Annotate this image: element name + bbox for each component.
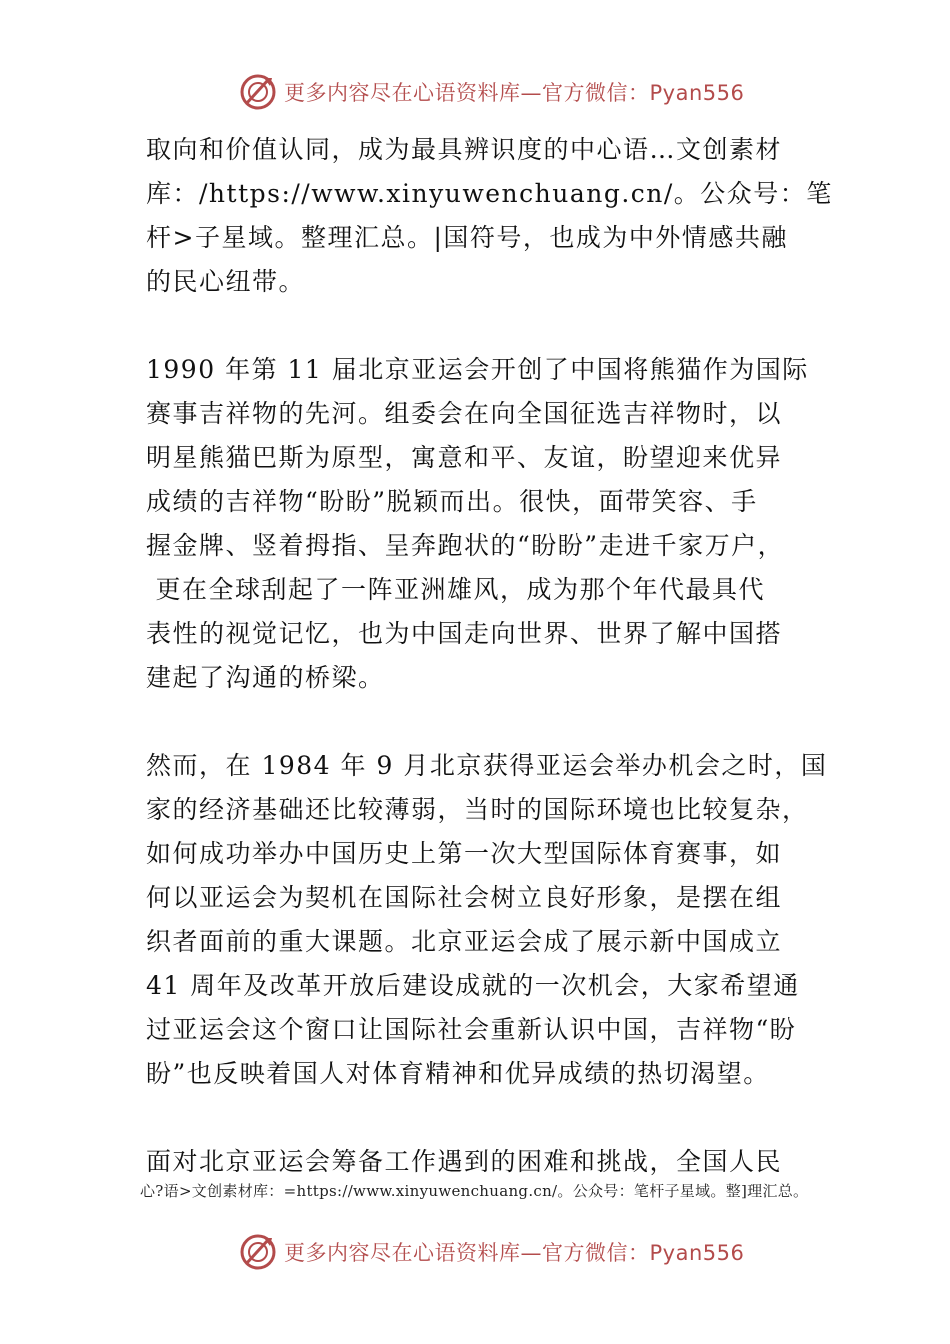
text-line: 然而，在 1984 年 9 月北京获得亚运会举办机会之时，国 (146, 751, 828, 780)
logo-icon (238, 72, 278, 112)
text-line: 握金牌、竖着拇指、呈奔跑状的“盼盼”走进千家万户， (146, 531, 785, 560)
paragraph-2 (146, 348, 826, 700)
text-line: 织者面前的重大课题。北京亚运会成了展示新中国成立 (146, 927, 783, 956)
text-line: 杆>子星域。整理汇总。|国符号，也成为中外情感共融 (146, 223, 788, 252)
text-line: 成绩的吉祥物“盼盼”脱颖而出。很快，面带笑容、手 (146, 487, 758, 516)
paragraph-1 (146, 128, 833, 304)
paragraph-4-line: 面对北京亚运会筹备工作遇到的困难和挑战，全国人民 (146, 1147, 783, 1176)
text-line: 过亚运会这个窗口让国际社会重新认识中国，吉祥物“盼 (146, 1015, 797, 1044)
text-line: 建起了沟通的桥梁。 (146, 663, 385, 692)
text-line: 表性的视觉记忆，也为中国走向世界、世界了解中国搭 (146, 619, 783, 648)
text-line: 盼”也反映着国人对体育精神和优异成绩的热切渴望。 (146, 1059, 770, 1088)
footer-banner-text: 更多内容尽在心语资料库—官方微信：Pyan556 (284, 1241, 745, 1265)
text-line: 赛事吉祥物的先河。组委会在向全国征选吉祥物时，以 (146, 399, 783, 428)
text-line: 库：/https://www.xinyuwenchuang.cn/。公众号：笔 (146, 179, 833, 208)
logo-icon (238, 1232, 278, 1272)
paragraph-3 (146, 744, 826, 1096)
footer-banner (238, 1230, 744, 1274)
text-line: 1990 年第 11 届北京亚运会开创了中国将熊猫作为国际 (146, 355, 809, 384)
text-line: 41 周年及改革开放后建设成就的一次机会，大家希望通 (146, 971, 800, 1000)
text-line: 家的经济基础还比较薄弱，当时的国际环境也比较复杂， (146, 795, 809, 824)
watermark-text: 心?语>文创素材库：=https://www.xinyuwenchuang.cn/。公众号：笔杆子星域。整]理汇总。 (140, 1182, 809, 1200)
header-banner-text: 更多内容尽在心语资料库—官方微信：Pyan556 (284, 81, 745, 105)
header-banner (238, 70, 744, 114)
text-line: 何以亚运会为契机在国际社会树立良好形象，是摆在组 (146, 883, 783, 912)
text-line: 的民心纽带。 (146, 267, 306, 296)
text-line: 取向和价值认同，成为最具辨识度的中心语…文创素材 (146, 135, 783, 164)
document-body (146, 128, 833, 1184)
text-line: 更在全球刮起了一阵亚洲雄风，成为那个年代最具代 (146, 575, 765, 604)
text-line: 明星熊猫巴斯为原型，寓意和平、友谊，盼望迎来优异 (146, 443, 783, 472)
text-line: 如何成功举办中国历史上第一次大型国际体育赛事，如 (146, 839, 783, 868)
